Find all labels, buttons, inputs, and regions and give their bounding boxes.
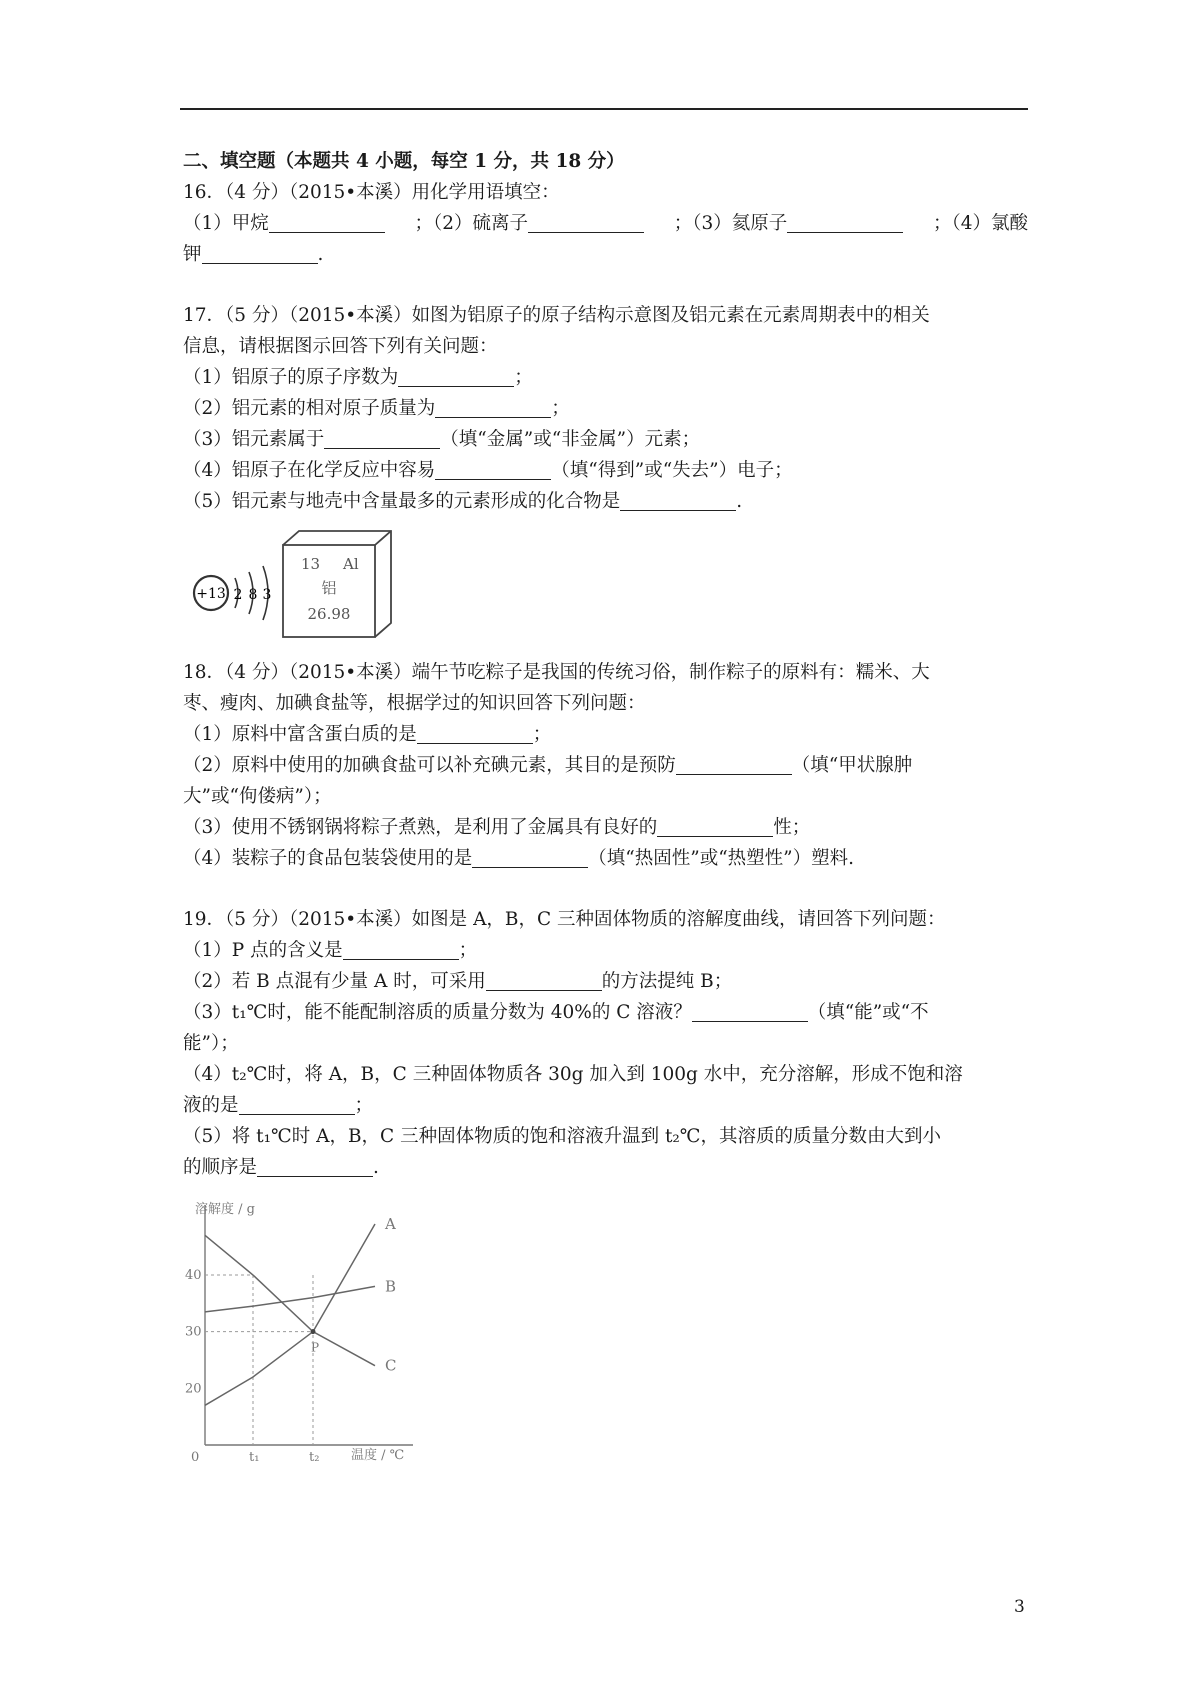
element-number: 13 [301,555,321,573]
point-p [311,1329,316,1334]
q19-sub3-text: （3）t₁℃时，能不能配制溶质的质量分数为 40%的 C 溶液？ [183,1002,692,1023]
q17-sub4-end: （填“得到”或“失去”）电子； [551,460,793,481]
q19-sub3-cont: 能”）； [183,1033,239,1054]
q18-sub2 [183,750,1028,781]
answer-blank[interactable] [202,243,318,264]
q17-sub3 [183,424,1028,455]
q16-part2: ；（2）硫离子 [414,213,529,234]
answer-blank[interactable] [528,212,644,233]
q18-stem-2: 枣、瘦肉、加碘食盐等，根据学过的知识回答下列问题： [183,693,646,714]
origin-label: 0 [191,1450,200,1465]
answer-blank[interactable] [257,1156,373,1177]
q19-sub4-end: ； [354,1095,374,1116]
nucleus-label: +13 [196,586,226,602]
q18-sub1-text: （1）原料中富含蛋白质的是 [183,724,417,745]
q19-sub5-end: . [373,1157,379,1178]
solubility-chart [183,1193,443,1469]
q19-sub3 [183,997,1028,1028]
solubility-figure [183,1193,1028,1469]
q19-sub5: （5）将 t₁℃时 A，B，C 三种固体物质的饱和溶液升温到 t₂℃，其溶质的质量分数由大到小 [183,1126,941,1147]
answer-blank[interactable] [435,459,551,480]
q19-sub1-end: ； [458,940,478,961]
series-label-A: A [385,1215,396,1233]
curve-B [205,1286,375,1312]
q17-sub2-text: （2）铝元素的相对原子质量为 [183,398,436,419]
aluminum-diagram [183,523,423,643]
q17-sub5-end: . [736,491,743,512]
answer-blank[interactable] [435,397,551,418]
q19-sub1 [183,935,1028,966]
q18-sub4-end: （填“热固性”或“热塑性”）塑料. [588,848,854,869]
q16-end: . [317,244,324,265]
q16-part3: ；（3）氦原子 [673,213,788,234]
q18-sub4-text: （4）装粽子的食品包装袋使用的是 [183,848,473,869]
q18-sub2-text: （2）原料中使用的加碘食盐可以补充碘元素，其目的是预防 [183,755,676,776]
q17-stem-1: 17．（5 分）（2015•本溪）如图为铝原子的原子结构示意图及铝元素在元素周期表中的相关 [183,305,930,326]
q19-sub5-cont [183,1152,1028,1183]
page-number: 3 [1014,1597,1025,1617]
y-tick-label: 30 [185,1324,202,1340]
answer-blank[interactable] [343,939,459,960]
answer-blank[interactable] [269,212,385,233]
q19-sub4-cont [183,1090,1028,1121]
aluminum-figure [183,523,1028,643]
q17-sub5 [183,486,1028,517]
section-title: 二、填空题（本题共 4 小题，每空 1 分，共 18 分） [183,151,625,172]
y-tick-label: 40 [185,1268,202,1283]
answer-blank[interactable] [324,428,440,449]
q19-sub4: （4）t₂℃时，将 A，B，C 三种固体物质各 30g 加入到 100g 水中，充分溶解，形成不饱和溶 [183,1064,963,1085]
q18-sub1 [183,719,1028,750]
q17-sub5-text: （5）铝元素与地壳中含量最多的元素形成的化合物是 [183,491,621,512]
q17-sub2 [183,393,1028,424]
q16-line2 [183,239,1028,270]
q18-sub3-end: 性； [773,817,811,838]
q17-sub1-text: （1）铝原子的原子序数为 [183,367,399,388]
answer-blank[interactable] [787,212,903,233]
answer-blank[interactable] [472,847,588,868]
answer-blank[interactable] [620,490,736,511]
q16-part1: （1）甲烷 [183,213,269,234]
element-symbol: Al [343,555,359,573]
q19-sub2-text: （2）若 B 点混有少量 A 时，可采用 [183,971,486,992]
x-tick-label: t₁ [249,1450,260,1465]
answer-blank[interactable] [692,1001,808,1022]
y-tick-label: 20 [185,1381,202,1397]
shell-count: 3 [262,587,272,603]
q17-stem-2: 信息，请根据图示回答下列有关问题： [183,336,498,357]
q18-sub4 [183,843,1028,874]
q19-sub1-text: （1）P 点的含义是 [183,940,343,961]
q16-part4: ；（4）氯酸 [932,213,1028,234]
q16-stem: 16．（4 分）（2015•本溪）用化学用语填空： [183,182,560,203]
q19-sub5-cont-text: 的顺序是 [183,1157,258,1178]
shell-count: 2 [233,587,243,603]
x-axis-label: 温度 / ℃ [351,1448,405,1463]
x-tick-label: t₂ [309,1450,320,1465]
q18-sub2-end: （填“甲状腺肿 [791,755,913,776]
point-p-label: P [311,1340,320,1355]
q17-sub1 [183,362,1028,393]
q19-sub2 [183,966,1028,997]
q17-sub3-text: （3）铝元素属于 [183,429,325,450]
series-label-C: C [385,1356,397,1375]
q19-sub3-end: （填“能”或“不 [807,1002,929,1023]
q17-sub3-end: （填“金属”或“非金属”）元素； [440,429,701,450]
answer-blank[interactable] [239,1094,355,1115]
q18-sub2-cont: 大”或“佝偻病”）； [183,786,332,807]
q18-sub3-text: （3）使用不锈钢锅将粽子煮熟，是利用了金属具有良好的 [183,817,658,838]
series-label-B: B [385,1277,397,1296]
q17-sub1-end: ； [514,367,533,388]
q16-line1 [183,208,1028,239]
q18-stem-1: 18．（4 分）（2015•本溪）端午节吃粽子是我国的传统习俗，制作粽子的原料有：糯米、大 [183,662,930,683]
q17-sub4 [183,455,1028,486]
q19-sub4-cont-text: 液的是 [183,1095,239,1116]
answer-blank[interactable] [676,754,792,775]
element-mass: 26.98 [307,605,351,623]
q17-sub4-text: （4）铝原子在化学反应中容易 [183,460,436,481]
shell-count: 8 [248,587,258,603]
q18-sub3 [183,812,1028,843]
curve-A [205,1224,375,1405]
answer-blank[interactable] [657,816,773,837]
header-rule [180,108,1028,110]
element-name: 铝 [321,579,337,597]
q17-sub2-end: ； [551,398,570,419]
q18-sub1-end: ； [532,724,552,745]
q19-stem: 19．（5 分）（2015•本溪）如图是 A，B，C 三种固体物质的溶解度曲线，请回答下列问题： [183,909,946,930]
answer-blank[interactable] [417,723,533,744]
q19-sub2-end: 的方法提纯 B； [601,971,733,992]
answer-blank[interactable] [398,366,514,387]
q16-part4-cont: 钾 [183,244,202,265]
page-content [183,146,1028,1469]
y-axis-label: 溶解度 / g [195,1202,255,1217]
answer-blank[interactable] [486,970,602,991]
